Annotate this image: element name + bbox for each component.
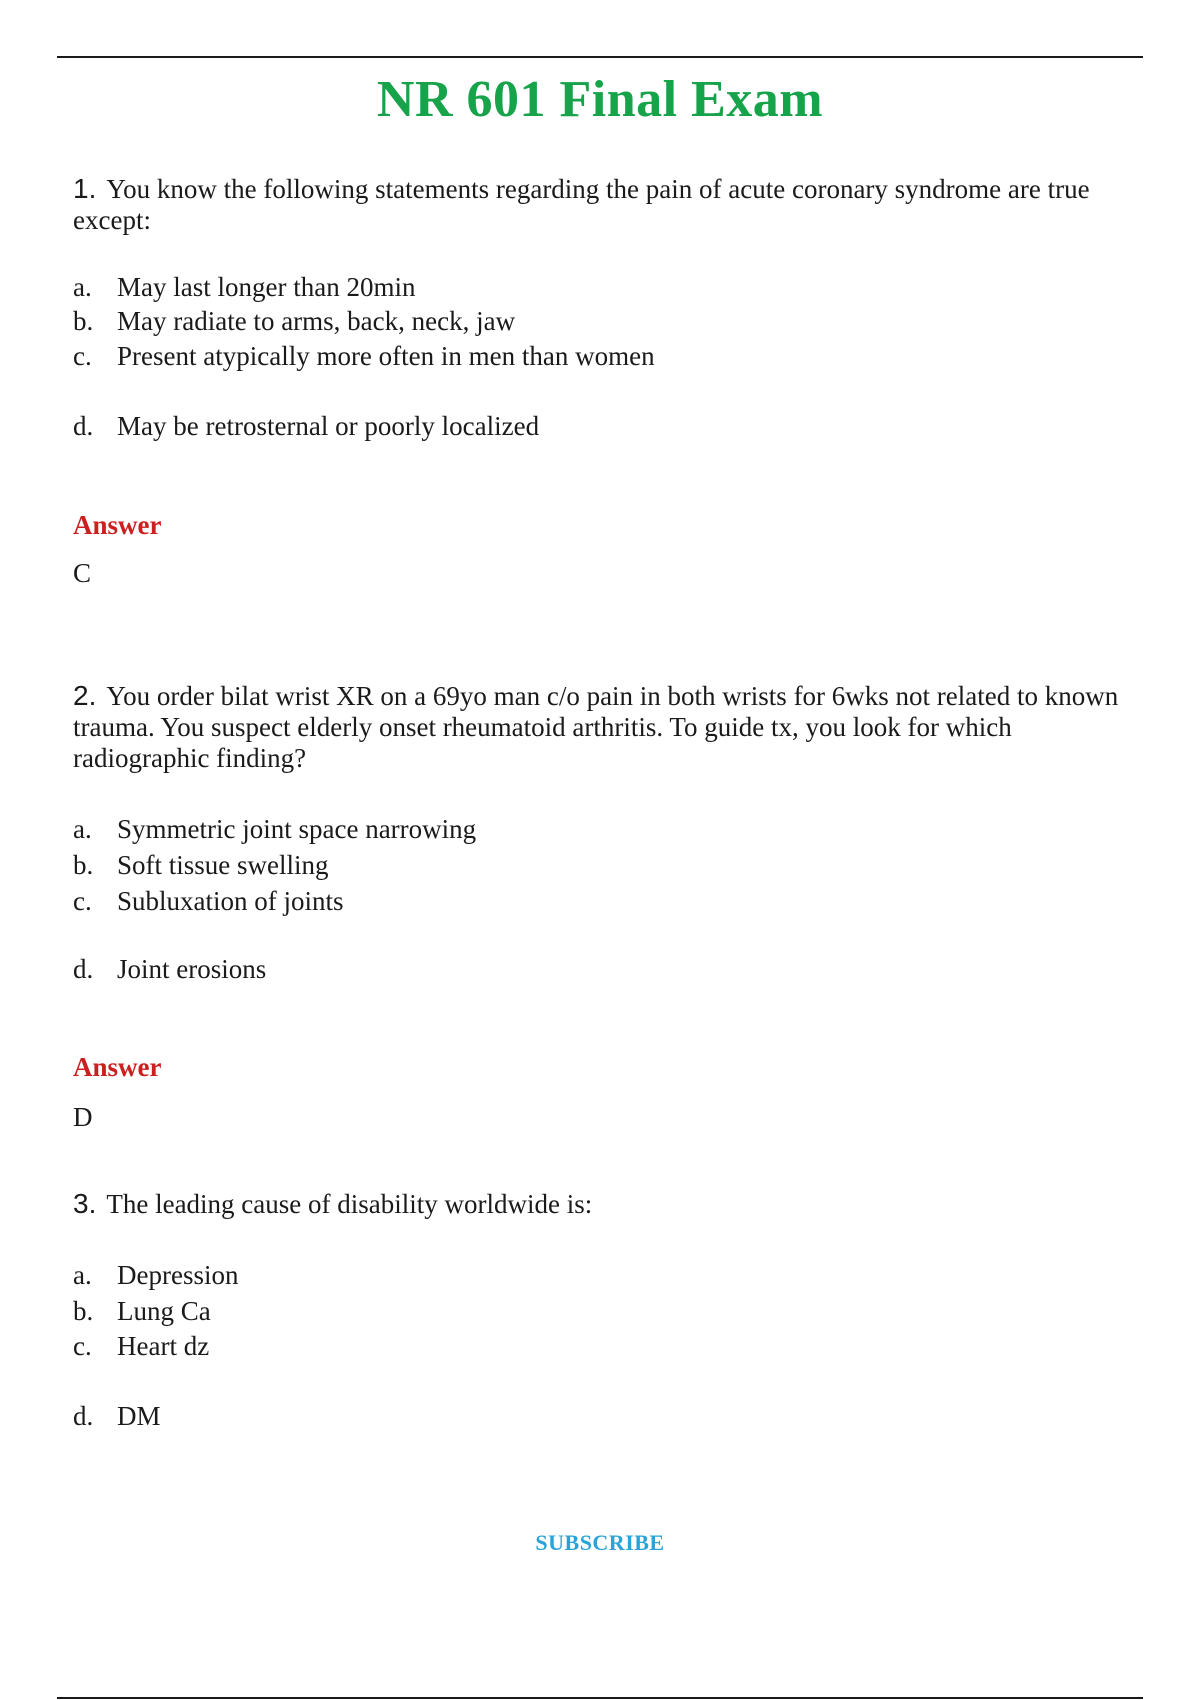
option-3d: d. DM [73, 1401, 161, 1431]
question-1 [73, 173, 1143, 236]
top-rule [57, 56, 1143, 58]
option-2d: d. Joint erosions [73, 954, 267, 984]
question-3 [73, 1188, 1143, 1220]
subscribe-link[interactable]: SUBSCRIBE [535, 1530, 665, 1555]
option-3a: a. Depression [73, 1260, 239, 1290]
option-2a: a. Symmetric joint space narrowing [73, 814, 477, 844]
question-text: You order bilat wrist XR on a 69yo man c/o pain in both wrists for 6wks not related to known trauma. You suspect elderly onset rheumatoid arthritis. To guide tx, you look for which radiographic finding? [73, 681, 1119, 773]
option-1b: b. May radiate to arms, back, neck, jaw [73, 306, 516, 336]
option-1c: c. Present atypically more often in men than women [73, 341, 655, 371]
answer-label-2: Answer [73, 1052, 162, 1082]
page-title: NR 601 Final Exam [376, 71, 824, 128]
option-3c: c. Heart dz [73, 1331, 210, 1361]
option-1a: a. May last longer than 20min [73, 272, 416, 302]
question-number: 3. [73, 1188, 97, 1219]
option-2c: c. Subluxation of joints [73, 886, 344, 916]
question-number: 2. [73, 680, 97, 711]
option-1d: d. May be retrosternal or poorly localized [73, 411, 540, 441]
bottom-rule [57, 1697, 1143, 1699]
answer-label-1: Answer [73, 510, 162, 540]
question-2 [73, 680, 1143, 774]
answer-value-1: C [73, 558, 92, 588]
answer-value-2: D [73, 1102, 93, 1132]
option-3b: b. Lung Ca [73, 1296, 211, 1326]
question-text: The leading cause of disability worldwide is: [106, 1189, 593, 1219]
option-2b: b. Soft tissue swelling [73, 850, 329, 880]
question-number: 1. [73, 173, 97, 204]
question-text: You know the following statements regarding the pain of acute coronary syndrome are true except: [73, 174, 1090, 235]
